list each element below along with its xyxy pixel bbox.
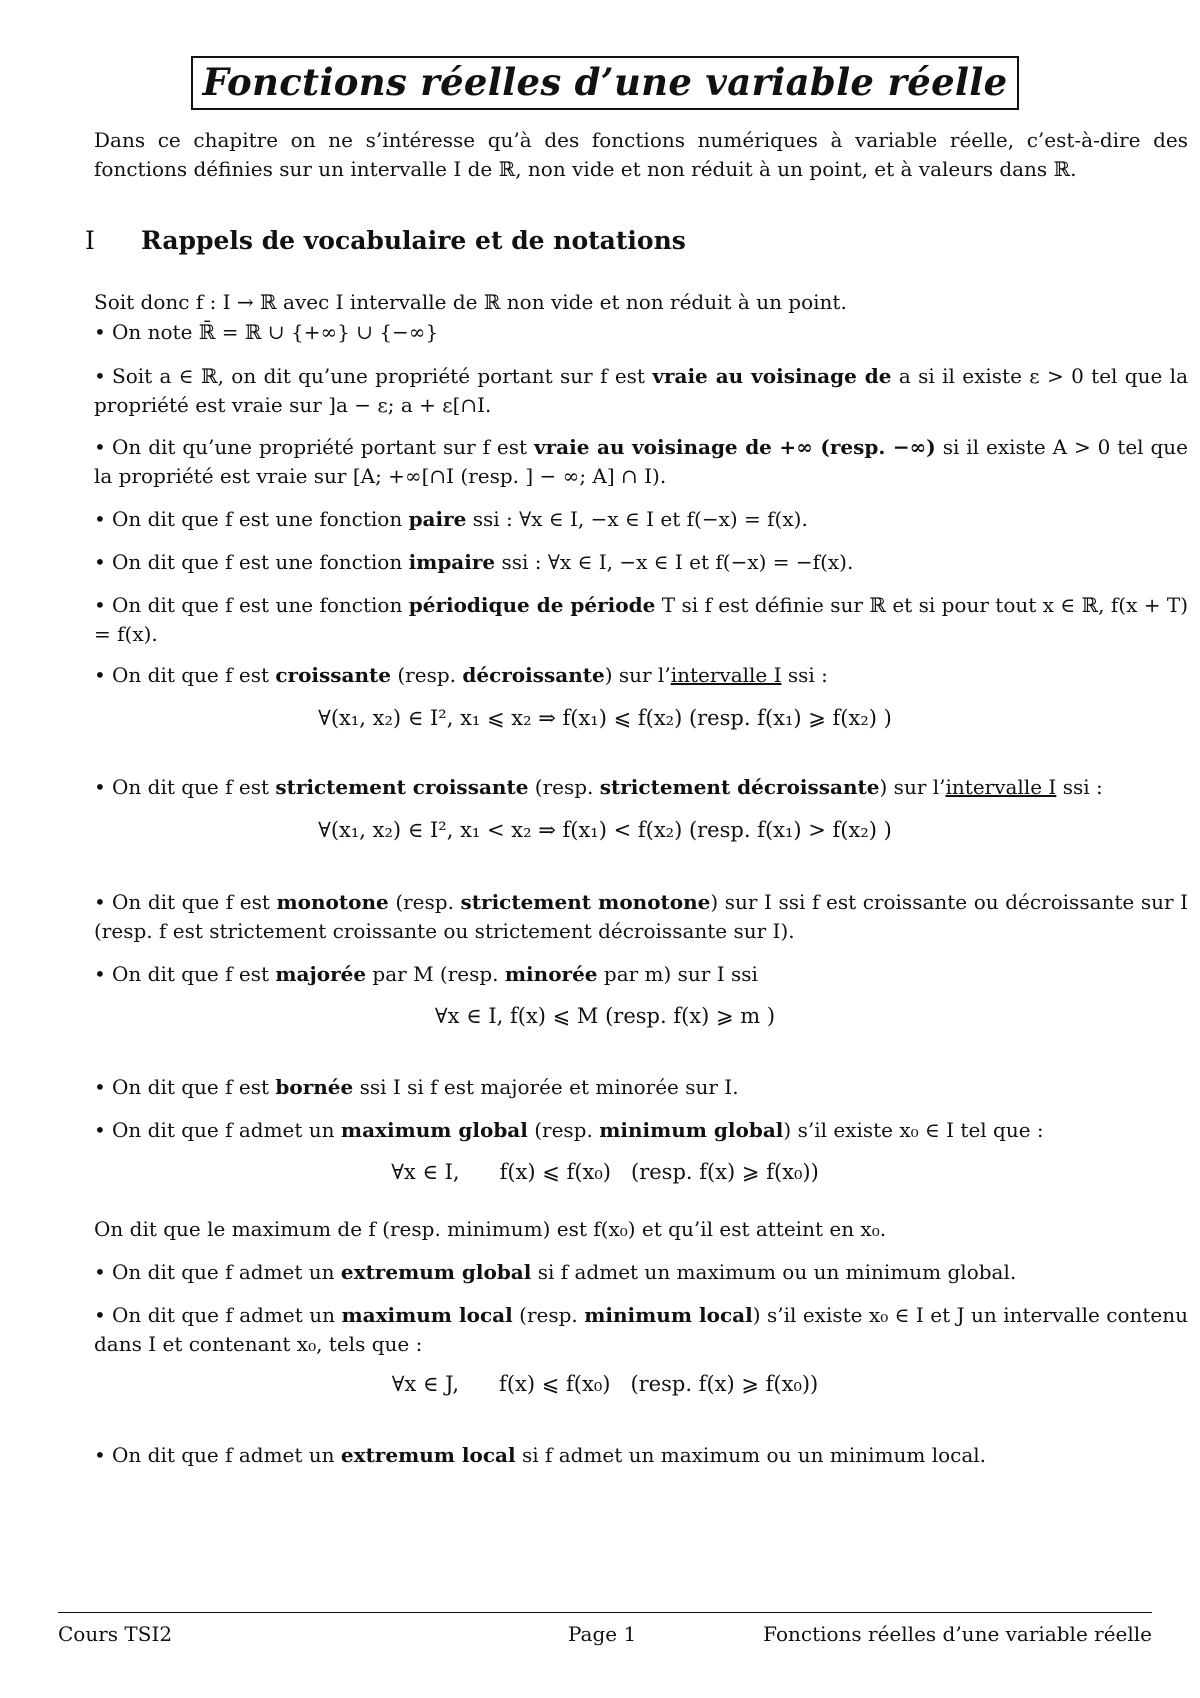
item-voisinage-infini: • On dit qu’une propriété portant sur f est vraie au voisinage de +∞ (resp. −∞) si il existe A > 0 tel que la propriété est vraie sur [A; +∞[∩I (resp. ] − ∞; A] ∩ I). (94, 435, 1189, 488)
equation-croissante: ∀(x₁, x₂) ∈ I², x₁ ⩽ x₂ ⇒ f(x₁) ⩽ f(x₂) (resp. f(x₁) ⩾ f(x₂) ) (318, 706, 892, 730)
lead-paragraph: Soit donc f : I → ℝ avec I intervalle de ℝ non vide et non réduit à un point. (94, 290, 847, 314)
maximum-global-remark: On dit que le maximum de f (resp. minimum) est f(x₀) et qu’il est atteint en x₀. (94, 1217, 887, 1241)
footer-page-number: Page 1 (568, 1622, 637, 1646)
item-strictement: • On dit que f est strictement croissante (resp. strictement décroissante) sur l’intervalle I ssi : (58, 773, 1188, 802)
bullet: • (94, 550, 106, 574)
item-voisinage-a: • Soit a ∈ ℝ, on dit qu’une propriété portant sur f est vraie au voisinage de a si il existe ε > 0 tel que la propriété est vraie sur ]a − ε; a + ε[∩I. (94, 364, 1188, 417)
section-title: Rappels de vocabulaire et de notations (141, 226, 686, 255)
bullet: • (94, 1443, 106, 1467)
bullet: • (94, 1260, 106, 1284)
bullet: • (94, 1118, 106, 1142)
item-monotone: • On dit que f est monotone (resp. strictement monotone) sur I ssi f est croissante ou décroissante sur I (resp. f est strictement croissante ou strictement décroissante sur I). (94, 890, 1189, 943)
item-croissante: • On dit que f est croissante (resp. décroissante) sur l’intervalle I ssi : (58, 661, 1188, 690)
section-number: I (85, 226, 95, 255)
item-maximum-global: • On dit que f admet un maximum global (resp. minimum global) s’il existe x₀ ∈ I tel que : (58, 1116, 1188, 1145)
footer-chapter-title: Fonctions réelles d’une variable réelle (763, 1622, 1152, 1646)
item-periodique: • On dit que f est une fonction périodique de période T si f est définie sur ℝ et si pour tout x ∈ ℝ, f(x + T) = f(x). (94, 593, 1189, 646)
item-paire: • On dit que f est une fonction paire ssi : ∀x ∈ I, −x ∈ I et f(−x) = f(x). (58, 505, 1188, 534)
bullet: • (94, 1303, 106, 1327)
equation-maximum-local: ∀x ∈ J, f(x) ⩽ f(x₀) (resp. f(x) ⩾ f(x₀)) (391, 1372, 819, 1396)
equation-maximum-global: ∀x ∈ I, f(x) ⩽ f(x₀) (resp. f(x) ⩾ f(x₀)) (391, 1160, 819, 1184)
bullet: • (94, 435, 106, 459)
bullet: • (94, 775, 106, 799)
footer-divider (58, 1612, 1152, 1613)
item-note: • On note ℝ̄ = ℝ ∪ {+∞} ∪ {−∞} (58, 318, 1188, 347)
bullet: • (94, 507, 106, 531)
document-page (58, 0, 1189, 1698)
item-extremum-global: • On dit que f admet un extremum global si f admet un maximum ou un minimum global. (58, 1258, 1188, 1287)
bullet: • (94, 364, 106, 388)
footer-course: Cours TSI2 (58, 1622, 173, 1646)
bullet: • (94, 663, 106, 687)
equation-majoree: ∀x ∈ I, f(x) ⩽ M (resp. f(x) ⩾ m ) (434, 1004, 776, 1028)
section-heading (85, 226, 686, 255)
item-maximum-local: • On dit que f admet un maximum local (resp. minimum local) s’il existe x₀ ∈ I et J un intervalle contenu dans I et contenant x₀, tels que : (94, 1303, 1189, 1356)
item-bornee: • On dit que f est bornée ssi I si f est majorée et minorée sur I. (58, 1073, 1188, 1102)
equation-strictement: ∀(x₁, x₂) ∈ I², x₁ < x₂ ⇒ f(x₁) < f(x₂) (resp. f(x₁) > f(x₂) ) (318, 818, 892, 842)
bullet: • (94, 1075, 106, 1099)
item-impaire: • On dit que f est une fonction impaire ssi : ∀x ∈ I, −x ∈ I et f(−x) = −f(x). (58, 548, 1188, 577)
item-majoree: • On dit que f est majorée par M (resp. minorée par m) sur I ssi (58, 960, 1188, 989)
item-extremum-local: • On dit que f admet un extremum local si f admet un maximum ou un minimum local. (58, 1441, 1188, 1470)
page-footer (58, 1622, 1152, 1652)
bullet: • (94, 320, 106, 344)
page-title: Fonctions réelles d’une variable réelle (191, 56, 1020, 110)
bullet: • (94, 593, 106, 617)
bullet: • (94, 962, 106, 986)
bullet: • (94, 890, 106, 914)
intro-paragraph: Dans ce chapitre on ne s’intéresse qu’à des fonctions numériques à variable réelle, c’est-à-dire des fonctions définies sur un intervalle I de ℝ, non vide et non réduit à un point, et à valeurs dans ℝ. (94, 128, 1188, 181)
title-container (58, 56, 1152, 110)
